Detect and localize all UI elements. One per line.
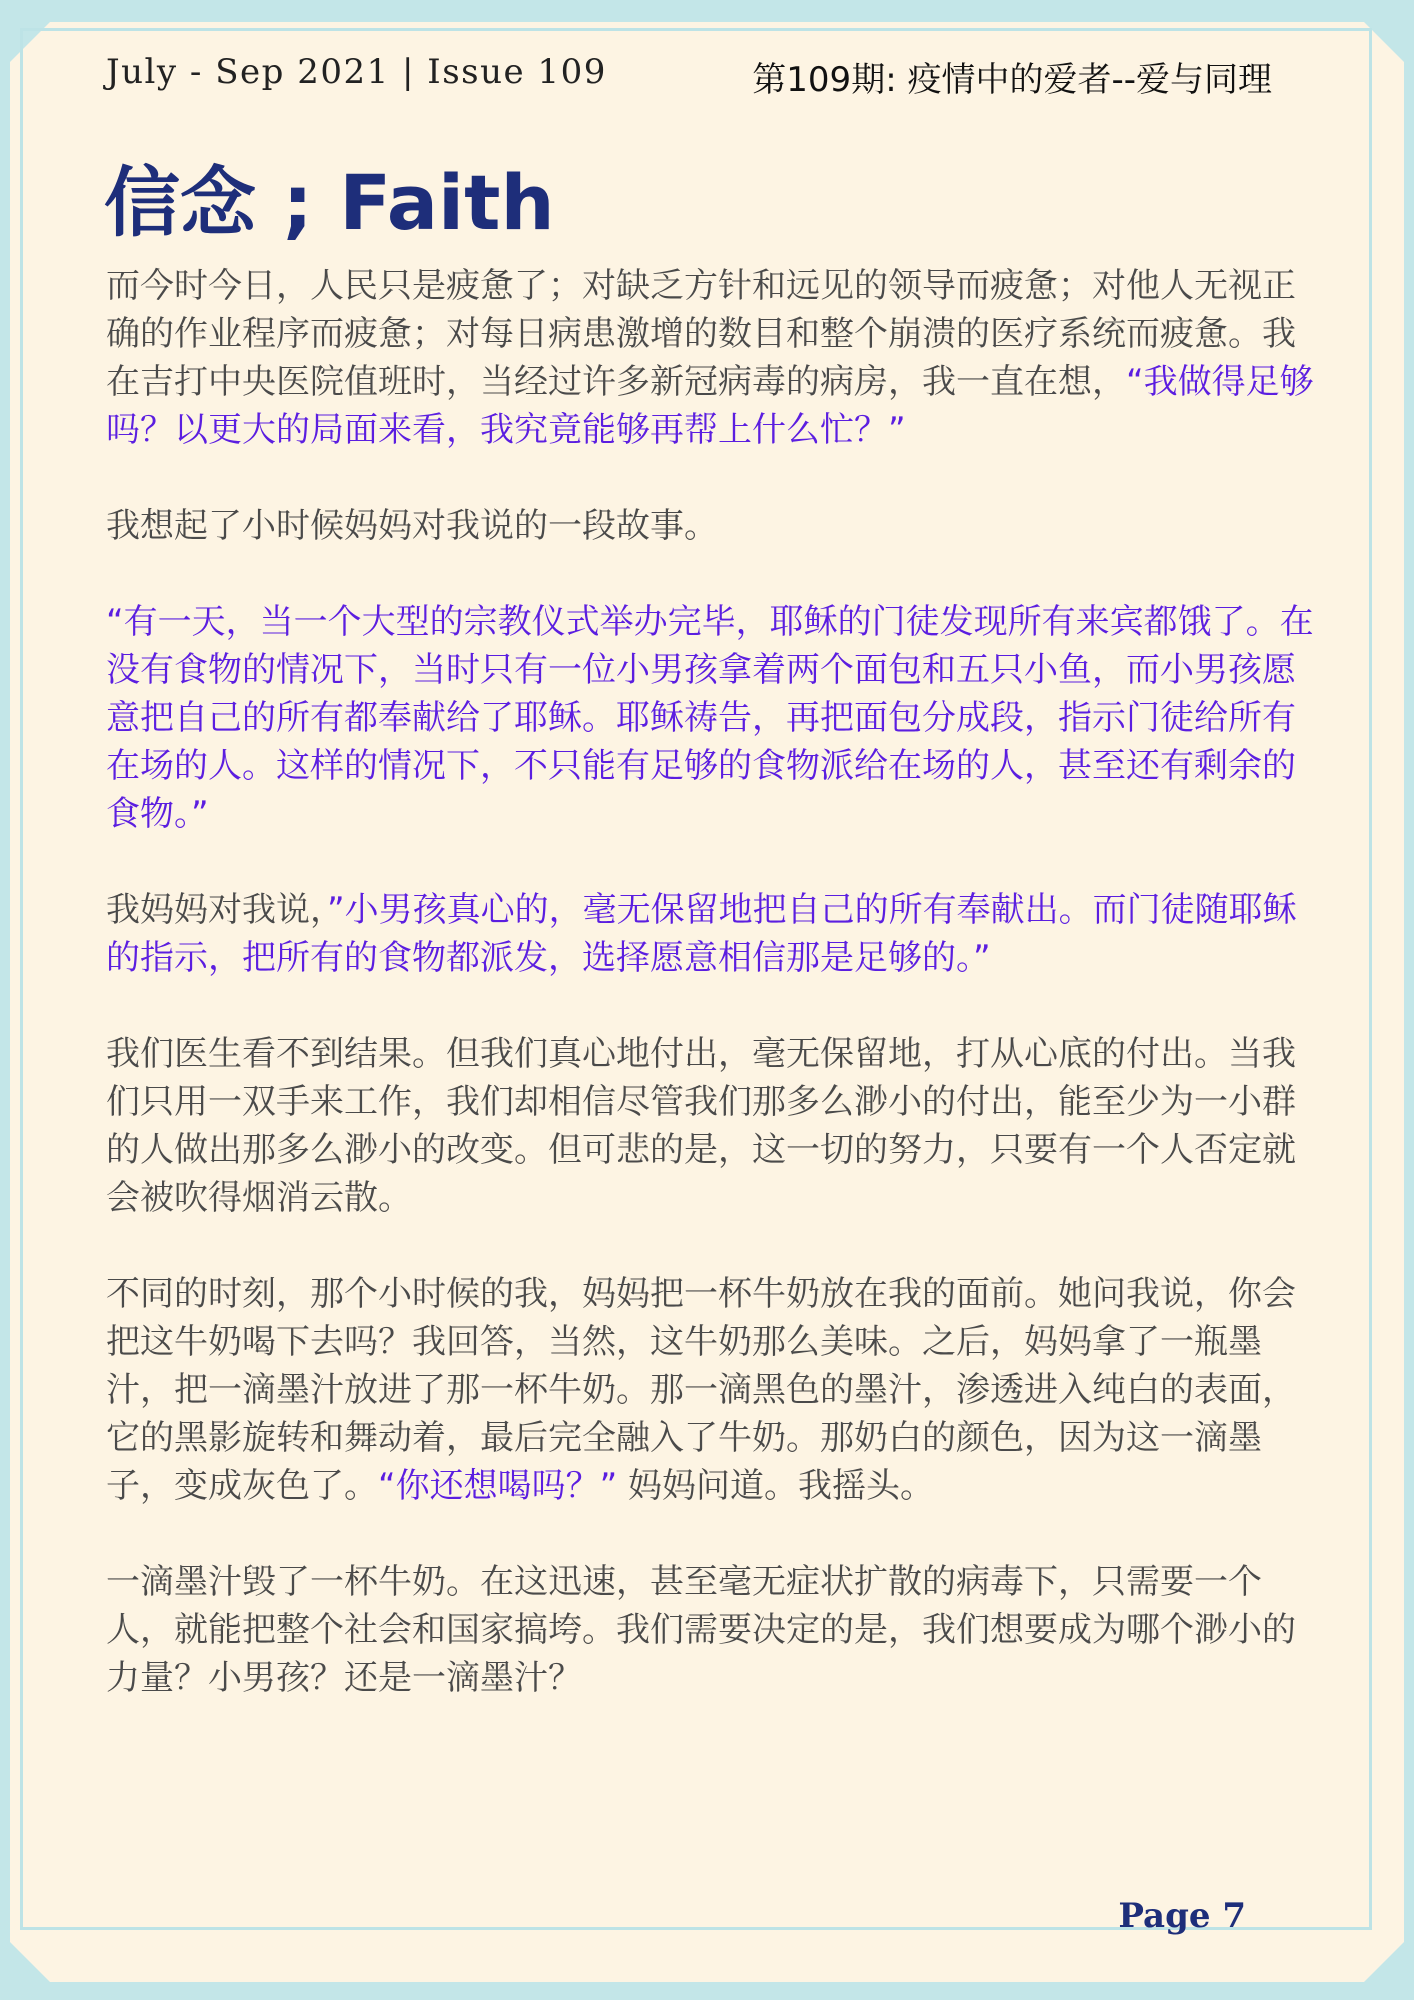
paragraph-1	[106, 262, 1326, 454]
paragraph-5	[106, 1030, 1326, 1222]
issue-label: July - Sep 2021 | Issue 109	[106, 52, 607, 92]
paragraph-text: 不同的时刻，那个小时候的我，妈妈把一杯牛奶放在我的面前。她问我说，你会把这牛奶喝下去吗？我回答，当然，这牛奶那么美味。之后，妈妈拿了一瓶墨汁，把一滴墨汁放进了那一杯牛奶。那一滴黑色的墨汁，渗透进入纯白的表面，它的黑影旋转和舞动着，最后完全融入了牛奶。那奶白的颜色，因为这一滴墨子，变成灰色了。	[106, 1274, 1296, 1506]
paragraph-quote: “我做得足够吗？以更大的局面来看，我究竟能够再帮上什么忙？”	[106, 362, 1314, 450]
paragraph-4	[106, 886, 1326, 982]
paragraph-text: 而今时今日，人民只是疲惫了；对缺乏方针和远见的领导而疲惫；对他人无视正确的作业程序而疲惫；对每日病患激增的数目和整个崩溃的医疗系统而疲惫。我在吉打中央医院值班时，当经过许多新冠病毒的病房，我一直在想，	[106, 266, 1296, 402]
paragraph-2	[106, 502, 1326, 550]
paragraph-text: 我想起了小时候妈妈对我说的一段故事。	[106, 506, 718, 546]
paragraph-7	[106, 1558, 1326, 1702]
paragraph-text: 我妈妈对我说，	[106, 890, 327, 930]
paragraph-text: 我们医生看不到结果。但我们真心地付出，毫无保留地，打从心底的付出。当我们只用一双手来工作，我们却相信尽管我们那多么渺小的付出，能至少为一小群的人做出那多么渺小的改变。但可悲的是，这一切的努力，只要有一个人否定就会被吹得烟消云散。	[106, 1034, 1296, 1218]
paragraph-quote: “你还想喝吗？”	[378, 1466, 618, 1506]
paragraph-text: 妈妈问道。我摇头。	[617, 1466, 935, 1506]
article-title: 信念 ; Faith	[104, 158, 555, 247]
paragraph-quote: ”小男孩真心的，毫无保留地把自己的所有奉献出。而门徒随耶稣的指示，把所有的食物都派发，选择愿意相信那是足够的。”	[106, 890, 1297, 978]
issue-title: 第109期: 疫情中的爱者--爱与同理	[752, 60, 1272, 100]
article-body	[106, 262, 1326, 1750]
page-number: Page 7	[1118, 1896, 1246, 1936]
paragraph-quote: “有一天，当一个大型的宗教仪式举办完毕，耶稣的门徒发现所有来宾都饿了。在没有食物的情况下，当时只有一位小男孩拿着两个面包和五只小鱼，而小男孩愿意把自己的所有都奉献给了耶稣。耶稣祷告，再把面包分成段，指示门徒给所有在场的人。这样的情况下，不只能有足够的食物派给在场的人，甚至还有剩余的食物。”	[106, 602, 1314, 834]
paragraph-3	[106, 598, 1326, 838]
paragraph-text: 一滴墨汁毁了一杯牛奶。在这迅速，甚至毫无症状扩散的病毒下，只需要一个人，就能把整个社会和国家搞垮。我们需要决定的是，我们想要成为哪个渺小的力量？小男孩？还是一滴墨汁？	[106, 1562, 1296, 1698]
paragraph-6	[106, 1270, 1326, 1510]
